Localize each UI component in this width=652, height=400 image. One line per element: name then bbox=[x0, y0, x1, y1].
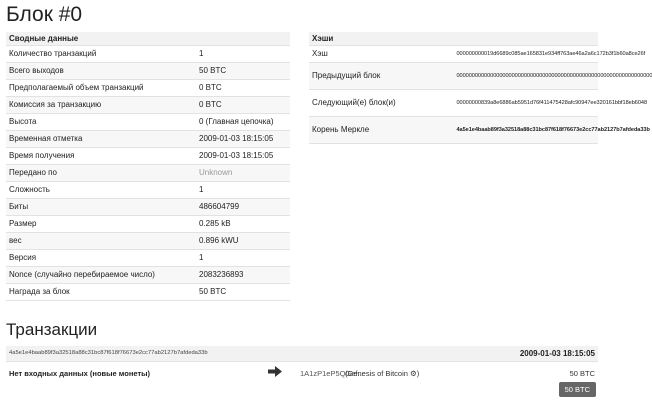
output-amount: 50 BTC bbox=[569, 369, 595, 378]
summary-label: Комиссия за транзакцию bbox=[6, 96, 196, 113]
summary-row-tx-fee bbox=[6, 96, 290, 113]
summary-row-relayed-by bbox=[6, 164, 290, 181]
summary-row-bits bbox=[6, 198, 290, 215]
summary-value: 0.285 kB bbox=[196, 215, 290, 232]
summary-row-timestamp bbox=[6, 130, 290, 147]
summary-label: Сложность bbox=[6, 181, 196, 198]
hash-row-next-block bbox=[309, 89, 598, 116]
hash-row-block-hash bbox=[309, 45, 598, 62]
summary-label: Высота bbox=[6, 113, 196, 130]
summary-value: 0.896 kWU bbox=[196, 232, 290, 249]
summary-label: Передано по bbox=[6, 164, 196, 181]
summary-label: Версия bbox=[6, 249, 196, 266]
summary-label: Время получения bbox=[6, 147, 196, 164]
summary-row-block-reward bbox=[6, 283, 290, 300]
summary-value: 50 BTC bbox=[196, 62, 290, 79]
hash-row-merkle-root bbox=[309, 116, 598, 143]
summary-value: 1 bbox=[196, 249, 290, 266]
block-hash-value: 000000000019d6689c085ae165831e934ff763ae46a2a6c172b3f1b60a8ce26f bbox=[454, 45, 599, 62]
summary-row-estimated-volume bbox=[6, 79, 290, 96]
output-address-link[interactable]: 1A1zP1eP5QGef... bbox=[300, 369, 364, 378]
hash-label: Следующий(е) блок(и) bbox=[309, 89, 454, 116]
hash-row-previous-block bbox=[309, 62, 598, 89]
summary-heading: Сводные данные bbox=[6, 32, 290, 45]
summary-label: Размер bbox=[6, 215, 196, 232]
summary-value: 1 bbox=[196, 45, 290, 62]
summary-value: 1 bbox=[196, 181, 290, 198]
summary-value: 2083236893 bbox=[196, 266, 290, 283]
summary-row-received-time bbox=[6, 147, 290, 164]
summary-label: Награда за блок bbox=[6, 283, 196, 300]
transaction-header bbox=[6, 346, 598, 362]
hashes-heading: Хэши bbox=[309, 32, 598, 45]
transactions-title: Транзакции bbox=[6, 320, 98, 339]
summary-row-height bbox=[6, 113, 290, 130]
summary-value[interactable]: 0 (Главная цепочка) bbox=[196, 113, 290, 130]
summary-label: Временная отметка bbox=[6, 130, 196, 147]
summary-value: 2009-01-03 18:15:05 bbox=[196, 130, 290, 147]
summary-label: вес bbox=[6, 232, 196, 249]
summary-value: Unknown bbox=[196, 164, 290, 181]
hashes-table bbox=[309, 32, 652, 144]
summary-label: Количество транзакций bbox=[6, 45, 196, 62]
summary-row-difficulty bbox=[6, 181, 290, 198]
summary-row-nonce bbox=[6, 266, 290, 283]
summary-label: Nonce (случайно перебираемое число) bbox=[6, 266, 196, 283]
summary-label: Предполагаемый объем транзакций bbox=[6, 79, 196, 96]
output-address-label: (Genesis of Bitcoin ⚙) bbox=[345, 369, 420, 378]
summary-value: 2009-01-03 18:15:05 bbox=[196, 147, 290, 164]
summary-row-tx-count bbox=[6, 45, 290, 62]
summary-row-weight bbox=[6, 232, 290, 249]
transaction-input: Нет входных данных (новые монеты) bbox=[9, 369, 151, 378]
summary-label: Биты bbox=[6, 198, 196, 215]
transaction-hash-link[interactable]: 4a5e1e4baab89f3a32518a88c31bc87f618f76673e2cc77ab2127b7afdeda33b bbox=[9, 350, 208, 356]
summary-value: 0 BTC bbox=[196, 79, 290, 96]
next-block-link[interactable]: 00000000839a8e6886ab5951d76f411475428afc90947ee320161bbf18eb6048 bbox=[454, 89, 599, 116]
arrow-right-icon bbox=[268, 366, 282, 377]
summary-table bbox=[6, 32, 290, 301]
merkle-root-value: 4a5e1e4baab89f3a32518a88c31bc87f618f76673e2cc77ab2127b7afdeda33b bbox=[454, 116, 599, 143]
summary-value: 50 BTC bbox=[196, 283, 290, 300]
summary-value: 0 BTC bbox=[196, 96, 290, 113]
summary-row-size bbox=[6, 215, 290, 232]
summary-row-version bbox=[6, 249, 290, 266]
transaction-total-badge[interactable]: 50 BTC bbox=[559, 382, 596, 397]
transaction-time: 2009-01-03 18:15:05 bbox=[519, 349, 595, 358]
summary-label: Всего выходов bbox=[6, 62, 196, 79]
summary-value: 486604799 bbox=[196, 198, 290, 215]
hash-label: Хэш bbox=[309, 45, 454, 62]
summary-row-total-outputs bbox=[6, 62, 290, 79]
previous-block-link[interactable]: 0000000000000000000000000000000000000000000000000000000000000000 bbox=[454, 62, 599, 89]
hash-label: Корень Меркле bbox=[309, 116, 454, 143]
hash-label: Предыдущий блок bbox=[309, 62, 454, 89]
page-title: Блок #0 bbox=[6, 3, 83, 26]
